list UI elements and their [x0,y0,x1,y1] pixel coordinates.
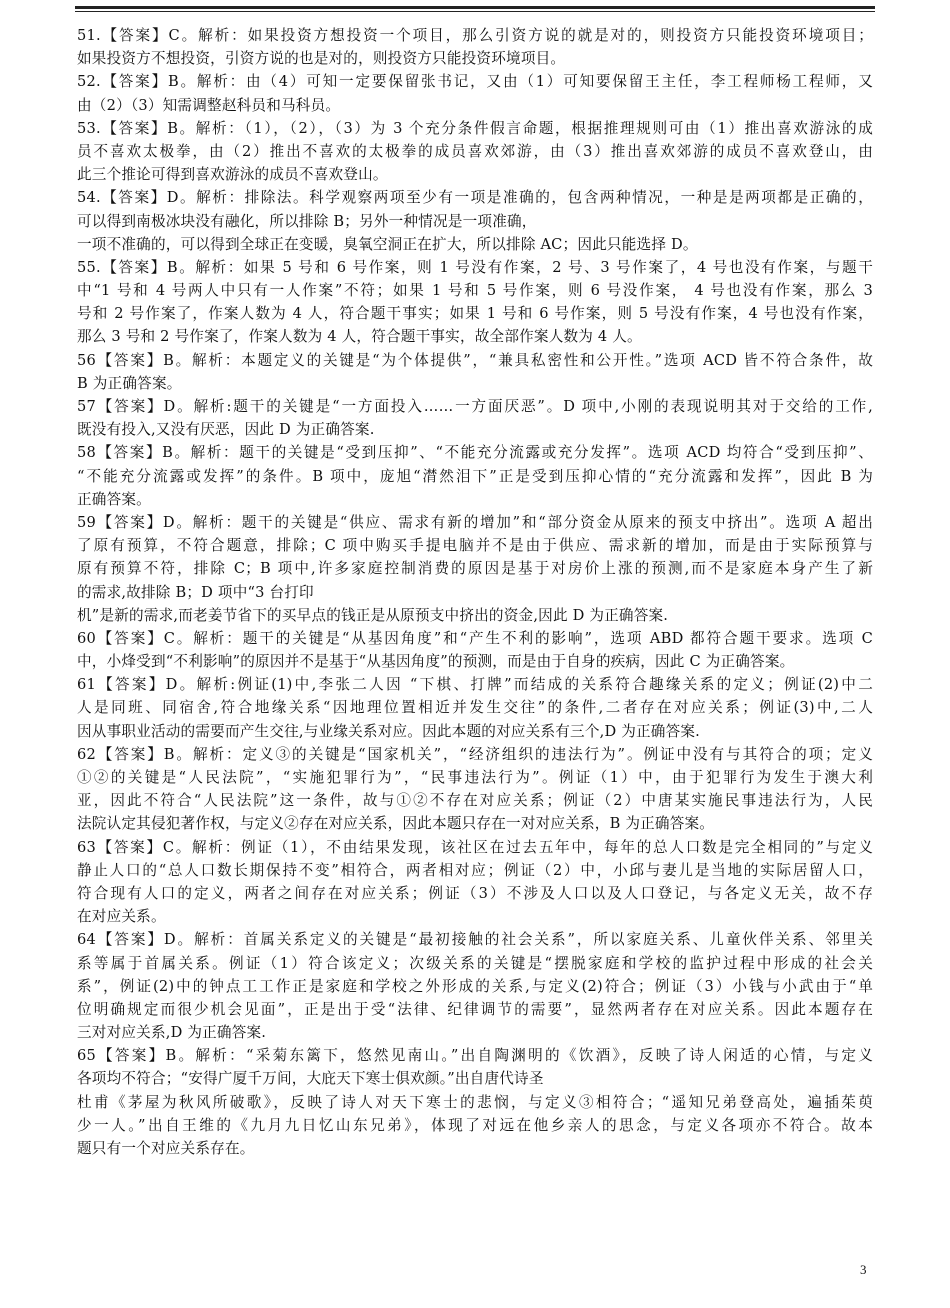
header-rule-thick [75,6,875,9]
page-number: 3 [860,1262,867,1277]
text-line: 位明确规定而很少机会见面”，正是出于受“法律、纪律调节的需要”，显然两者存在对应关系。因此本题存在 [77,1000,873,1018]
text-line: 65【答案】B。解析：“采菊东篱下，悠然见南山。”出自陶渊明的《饮酒》，反映了诗人闲适的心情，与定义 [77,1047,873,1065]
text-line: 符合现有人口的定义，两者之间存在对应关系；例证（3）不涉及人口以及人口登记，与各定义无关，故不存 [77,884,873,902]
header-rule-thin [75,11,875,12]
text-line: 各项均不符合；“安得广厦千万间，大庇天下寒士俱欢颜。”出自唐代诗圣 [77,1070,544,1088]
text-line: 题只有一个对应关系存在。 [77,1140,255,1157]
text-line: 法院认定其侵犯著作权，与定义②存在对应关系，因此本题只存在一对对应关系，B 为正确答案。 [77,815,715,833]
text-line: 由（2）（3）知需调整赵科员和马科员。 [77,96,341,114]
text-line: 中，小烽受到“不利影响”的原因并不是基于“从基因角度”的预测，而是由于自身的疾病，因此 C 为正确答案。 [77,653,795,671]
text-line: B 为正确答案。 [77,374,182,392]
text-line: 原有预算不符，排除 C；B 项中,许多家庭控制消费的原因是基于对房价上涨的预测,而不是家庭本身产生了新 [77,560,873,578]
text-line: 因从事职业活动的需要而产生交往,与业缘关系对应。因此本题的对应关系有三个,D 为正确答案. [77,722,701,740]
text-line: 的需求,故排除 B；D 项中“3 台打印 [77,583,314,601]
answer-explanations [77,24,873,1160]
text-line: 那么 3 号和 2 号作案了，作案人数为 4 人，符合题干事实，故全部作案人数为 4 人。 [77,328,642,346]
text-line: 正确答案。 [77,490,151,508]
text-line: 可以得到南极冰块没有融化，所以排除 B；另外一种情况是一项准确， [77,212,537,230]
text-line: 亚，因此不符合“人民法院”这一条件，故与①②不存在对应关系；例证（2）中唐某实施民事违法行为，人民 [77,792,873,810]
text-line: 55.【答案】B。解析：如果 5 号和 6 号作案，则 1 号没有作案，2 号、3 号作案了，4 号也没有作案，与题干 [77,258,873,276]
text-line: 52.【答案】B。解析：由（4）可知一定要保留张书记，又由（1）可知要保留王主任，李工程师杨工程师，又 [77,73,873,91]
text-line: 62【答案】B。解析：定义③的关键是“国家机关”，“经济组织的违法行为”。例证中没有与其符合的项；定义 [77,745,873,763]
text-line: 57【答案】D。解析:题干的关键是“一方面投入……一方面厌恶”。D 项中,小刚的表现说明其对于交给的工作, [77,398,873,415]
text-line: 如果投资方不想投资，引资方说的也是对的，则投资方只能投资环境项目。 [77,50,566,68]
text-line: “不能充分流露或发挥”的条件。B 项中，庞旭“潸然泪下”正是受到压抑心情的“充分流露和发挥”，因此 B 为 [77,467,873,485]
text-line: 53.【答案】B。解析：（1），（2），（3）为 3 个充分条件假言命题，根据推理规则可由（1）推出喜欢游泳的成 [77,119,873,137]
text-line: 中“1 号和 4 号两人中只有一人作案”不符；如果 1 号和 5 号作案，则 6 号没作案， 4 号也没有作案，那么 3 [77,282,873,300]
text-line: 人是同班、同宿舍,符合地缘关系“因地理位置相近并发生交往”的条件,二者存在对应关系；例证(3)中,二人 [77,699,873,717]
text-line: 员不喜欢太极拳，由（2）推出不喜欢的太极拳的成员喜欢郊游，由（3）推出喜欢郊游的成员不喜欢登山，由 [77,142,873,160]
text-line: 59【答案】D。解析：题干的关键是“供应、需求有新的增加”和“部分资金从原来的预支中挤出”。选项 A 超出 [77,513,873,531]
text-line: 60【答案】C。解析：题干的关键是“从基因角度”和“产生不利的影响”，选项 ABD 都符合题干要求。选项 C [77,629,873,647]
text-line: 63【答案】C。解析：例证（1），不由结果发现，该社区在过去五年中，每年的总人口数是完全相同的”与定义 [77,838,873,856]
text-line: 少一人。”出自王维的《九月九日忆山东兄弟》，体现了对远在他乡亲人的思念，与定义各项亦不符合。故本 [77,1116,873,1134]
text-line: ①②的关键是“人民法院”，“实施犯罪行为”，“民事违法行为”。例证（1）中，由于犯罪行为发生于澳大利 [77,769,873,786]
text-line: 此三个推论可得到喜欢游泳的成员不喜欢登山。 [77,166,388,184]
text-line: 机”是新的需求,而老姜节省下的买早点的钱正是从原预支中挤出的资金,因此 D 为正确答案. [77,606,669,624]
text-line: 号和 2 号作案了，作案人数为 4 人，符合题干事实；如果 1 号和 6 号作案，则 5 号没有作案，4 号也没有作案， [77,305,873,323]
text-line: 64【答案】D。解析：首属关系定义的关键是“最初接触的社会关系”，所以家庭关系、儿童伙伴关系、邻里关 [77,931,873,949]
text-line: 杜甫《茅屋为秋风所破歌》，反映了诗人对天下寒士的悲悯，与定义③相符合；“遥知兄弟登高处，遍插茱萸 [77,1093,873,1111]
text-line: 既没有投入,又没有厌恶，因此 D 为正确答案. [77,421,375,439]
text-line: 54.【答案】D。解析：排除法。科学观察两项至少有一项是准确的，包含两种情况，一种是是两项都是正确的， [77,189,873,207]
text-line: 在对应关系。 [77,908,166,926]
text-line: 系等属于首属关系。例证（1）符合该定义；次级关系的关键是“摆脱家庭和学校的监护过程中形成的社会关 [77,954,873,972]
text-line: 三对对应关系,D 为正确答案. [77,1024,267,1042]
text-line: 了原有预算，不符合题意，排除；C 项中购买手提电脑并不是由于供应、需求新的增加，而是由于实际预算与 [77,537,873,555]
text-line: 61【答案】D。解析:例证(1)中,李张二人因 “下棋、打牌”而结成的关系符合趣缘关系的定义；例证(2)中二 [77,676,873,694]
text-line: 一项不准确的，可以得到全球正在变暖，臭氧空洞正在扩大，所以排除 AC；因此只能选择 D。 [77,235,698,253]
text-line: 静止人口的“总人口数长期保持不变”相符合，两者相对应；例证（2）中，小邱与妻儿是当地的实际居留人口， [77,861,873,879]
text-line: 56【答案】B。解析：本题定义的关键是“为个体提供”，“兼具私密性和公开性。”选项 ACD 皆不符合条件，故 [77,351,873,369]
text-line: 58【答案】B。解析：题干的关键是“受到压抑”、“不能充分流露或充分发挥”。选项 ACD 均符合“受到压抑”、 [77,444,873,462]
text-line: 51.【答案】C。解析：如果投资方想投资一个项目，那么引资方说的就是对的，则投资方只能投资环境项目； [77,27,873,44]
text-line: 系”，例证(2)中的钟点工工作正是家庭和学校之外形成的关系,与定义(2)符合；例证（3）小钱与小武由于“单 [77,977,873,995]
